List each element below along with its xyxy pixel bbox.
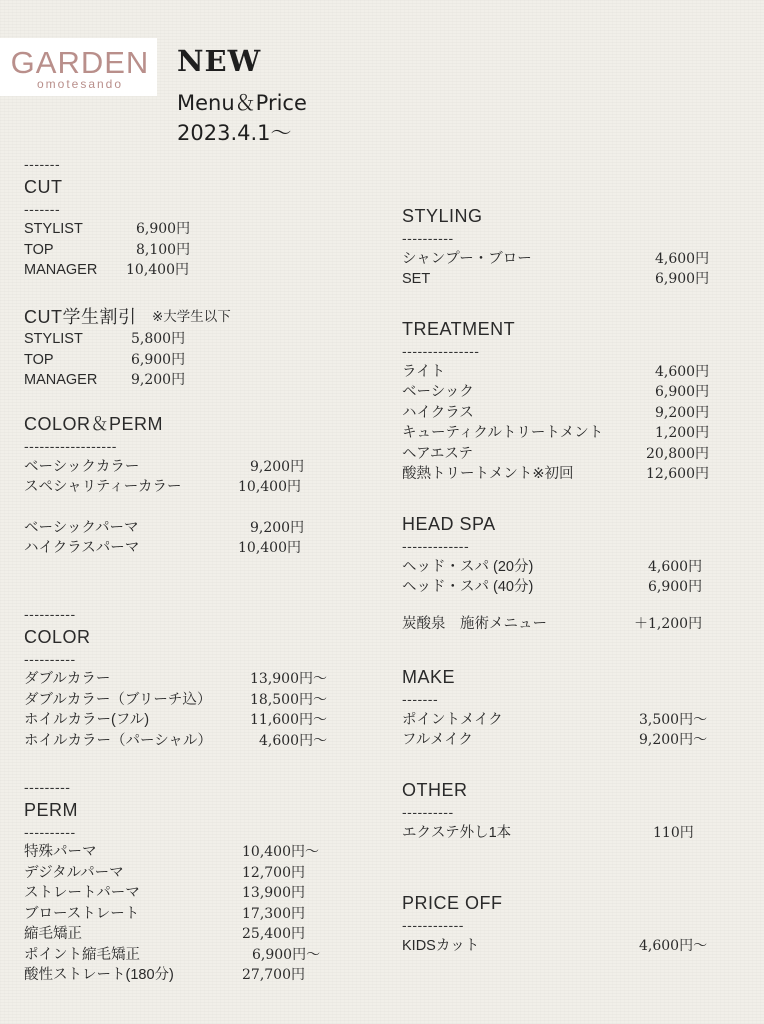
menu-item <box>402 249 742 270</box>
item-name: ヘッド・スパ (20分) <box>402 558 534 575</box>
menu-item <box>402 730 742 751</box>
section-perm <box>24 777 364 986</box>
menu-item <box>24 965 364 986</box>
section-title: HEAD SPA <box>402 514 496 534</box>
header-new: NEW <box>177 44 262 78</box>
menu-item <box>402 577 742 598</box>
logo <box>0 38 157 96</box>
item-name: ポイントメイク <box>402 711 503 728</box>
section-cut <box>24 154 364 281</box>
item-name: ホイルカラー（パーシャル） <box>24 732 212 749</box>
menu-item <box>402 444 742 465</box>
menu-item <box>24 240 364 261</box>
menu-item <box>24 457 364 478</box>
divider: ---------- <box>24 823 76 840</box>
item-price: 6,900円～ <box>252 946 321 963</box>
item-price: 17,300円 <box>242 905 305 922</box>
menu-item <box>24 710 364 731</box>
divider: ------- <box>24 200 61 217</box>
item-name: SET <box>402 271 431 287</box>
section-treatment <box>402 317 742 485</box>
item-price: 9,200円 <box>250 519 305 536</box>
item-name: STYLIST <box>24 331 83 347</box>
item-name: ヘッド・スパ (40分) <box>402 579 534 595</box>
item-price: 13,900円 <box>242 885 305 901</box>
item-price: 5,800円 <box>131 331 186 347</box>
menu-item <box>24 883 364 904</box>
item-name: 特殊パーマ <box>24 844 97 860</box>
logo-main-text: GARDEN <box>10 45 150 80</box>
section-head-spa <box>402 512 742 634</box>
item-price: 4,600円～ <box>639 937 708 954</box>
menu-item <box>402 936 742 957</box>
item-price: 18,500円～ <box>250 691 327 708</box>
section-title-row <box>24 305 364 329</box>
item-price: 110円 <box>653 824 694 841</box>
divider: ------- <box>24 156 61 172</box>
menu-item <box>24 370 364 391</box>
divider: --------------- <box>402 343 480 359</box>
item-name: ストレートパーマ <box>24 885 140 901</box>
item-name: TOP <box>24 351 54 368</box>
item-price: 1,200円 <box>655 425 710 441</box>
item-name: STYLIST <box>24 221 83 237</box>
item-name: 酸性ストレート(180分) <box>24 967 174 983</box>
section-title: PERM <box>24 799 79 820</box>
menu-item <box>402 382 742 403</box>
menu-item <box>24 690 364 711</box>
item-price: 20,800円 <box>646 445 709 462</box>
item-price: 4,600円 <box>655 363 710 380</box>
item-price: 25,400円 <box>242 926 305 942</box>
divider: ---------- <box>24 606 76 622</box>
section-title: COLOR＆PERM <box>24 414 164 434</box>
item-price: 6,900円 <box>131 351 186 368</box>
item-name: ハイクラス <box>402 404 474 421</box>
item-name: 縮毛矯正 <box>24 926 82 942</box>
item-price: 9,200円 <box>250 458 305 475</box>
item-name: フルメイク <box>402 732 473 748</box>
menu-item <box>24 669 364 690</box>
divider: ------------------ <box>24 438 117 454</box>
section-styling <box>402 204 742 290</box>
menu-item <box>24 904 364 925</box>
menu-item <box>402 403 742 424</box>
item-name: ライト <box>402 363 446 380</box>
item-price: 9,200円 <box>131 372 186 388</box>
item-price: 6,900円 <box>648 579 703 595</box>
item-price: 10,400円 <box>238 540 301 556</box>
item-price: 10,400円 <box>126 262 189 278</box>
section-cut-student <box>24 305 364 391</box>
item-name: ホイルカラー(フル) <box>24 712 150 728</box>
section-title: CUT <box>24 176 63 197</box>
section-title: CUT学生割引 <box>24 307 137 327</box>
item-name: シャンプー・ブロー <box>402 250 532 267</box>
section-title: MAKE <box>402 667 456 687</box>
section-color-perm <box>24 412 364 559</box>
item-price: 6,900円 <box>655 271 710 287</box>
menu-item <box>402 362 742 383</box>
divider: --------- <box>24 779 71 795</box>
menu-item <box>402 269 742 290</box>
item-name: ダブルカラー <box>24 671 111 687</box>
divider: ------- <box>402 691 439 707</box>
menu-item <box>24 924 364 945</box>
divider: ---------- <box>402 804 454 820</box>
menu-item <box>24 350 364 371</box>
menu-item <box>24 538 364 559</box>
divider: ---------- <box>24 650 76 667</box>
item-price: 10,400円～ <box>242 844 319 860</box>
item-price: 3,500円～ <box>639 711 708 728</box>
menu-item <box>402 823 742 844</box>
item-name: ブローストレート <box>24 905 140 922</box>
item-name: ベーシックカラー <box>24 458 140 475</box>
menu-item <box>402 557 742 578</box>
header-menu-price: Menu＆Price <box>177 91 307 115</box>
item-name: キューティクルトリートメント <box>402 425 604 441</box>
menu-item <box>402 423 742 444</box>
menu-item <box>402 464 742 485</box>
item-name: ポイント縮毛矯正 <box>24 946 140 963</box>
logo-sub-text: omotesando <box>36 77 124 91</box>
item-price: 9,200円 <box>655 404 710 421</box>
menu-item <box>24 477 364 498</box>
item-name: ベーシック <box>402 384 474 400</box>
divider: ------------- <box>402 538 470 554</box>
item-price: 13,900円～ <box>250 671 327 687</box>
item-name: ベーシックパーマ <box>24 519 139 536</box>
item-name: スペシャリティーカラー <box>24 479 182 495</box>
item-name: ヘアエステ <box>402 445 474 462</box>
item-price: 4,600円 <box>655 250 710 267</box>
section-note: ※大学生以下 <box>152 309 231 324</box>
menu-item <box>24 731 364 752</box>
item-price: 12,700円 <box>242 864 305 881</box>
section-title: COLOR <box>24 626 91 647</box>
section-title: OTHER <box>402 780 468 800</box>
section-title: PRICE OFF <box>402 893 503 913</box>
item-price: 6,900円 <box>655 384 710 400</box>
menu-item <box>24 260 364 281</box>
item-name: 酸熱トリートメント※初回 <box>402 466 574 482</box>
item-price: 6,900円 <box>136 221 191 237</box>
section-title: TREATMENT <box>402 319 516 339</box>
item-name: デジタルパーマ <box>24 864 124 881</box>
menu-item <box>24 329 364 350</box>
menu-item <box>24 518 364 539</box>
menu-item <box>24 219 364 240</box>
item-name: エクステ外し1本 <box>402 824 512 841</box>
item-price: 9,200円～ <box>639 732 708 748</box>
item-price: 11,600円～ <box>250 712 327 728</box>
menu-item <box>402 614 742 635</box>
section-make <box>402 665 742 751</box>
divider: ------------ <box>402 917 464 933</box>
menu-item <box>24 842 364 863</box>
item-price: 8,100円 <box>136 241 191 258</box>
item-price: 27,700円 <box>242 967 305 983</box>
item-price: ＋1,200円 <box>634 615 703 632</box>
item-name: ハイクラスパーマ <box>24 540 140 556</box>
section-color <box>24 604 364 751</box>
item-price: 12,600円 <box>646 466 709 482</box>
section-price-off <box>402 891 742 956</box>
item-name: TOP <box>24 241 54 258</box>
section-title: STYLING <box>402 206 483 226</box>
item-price: 4,600円 <box>648 558 703 575</box>
item-name: MANAGER <box>24 262 98 278</box>
item-name: 炭酸泉 施術メニュー <box>402 615 547 632</box>
item-name: MANAGER <box>24 372 98 388</box>
item-price: 4,600円～ <box>259 732 328 749</box>
section-other <box>402 778 742 843</box>
menu-item <box>24 945 364 966</box>
menu-item <box>24 863 364 884</box>
item-name: ダブルカラー（ブリーチ込） <box>24 691 212 708</box>
menu-item <box>402 710 742 731</box>
item-name: KIDSカット <box>402 937 480 954</box>
divider: ---------- <box>402 230 454 246</box>
item-price: 10,400円 <box>238 479 301 495</box>
header-date: 2023.4.1～ <box>177 121 292 145</box>
